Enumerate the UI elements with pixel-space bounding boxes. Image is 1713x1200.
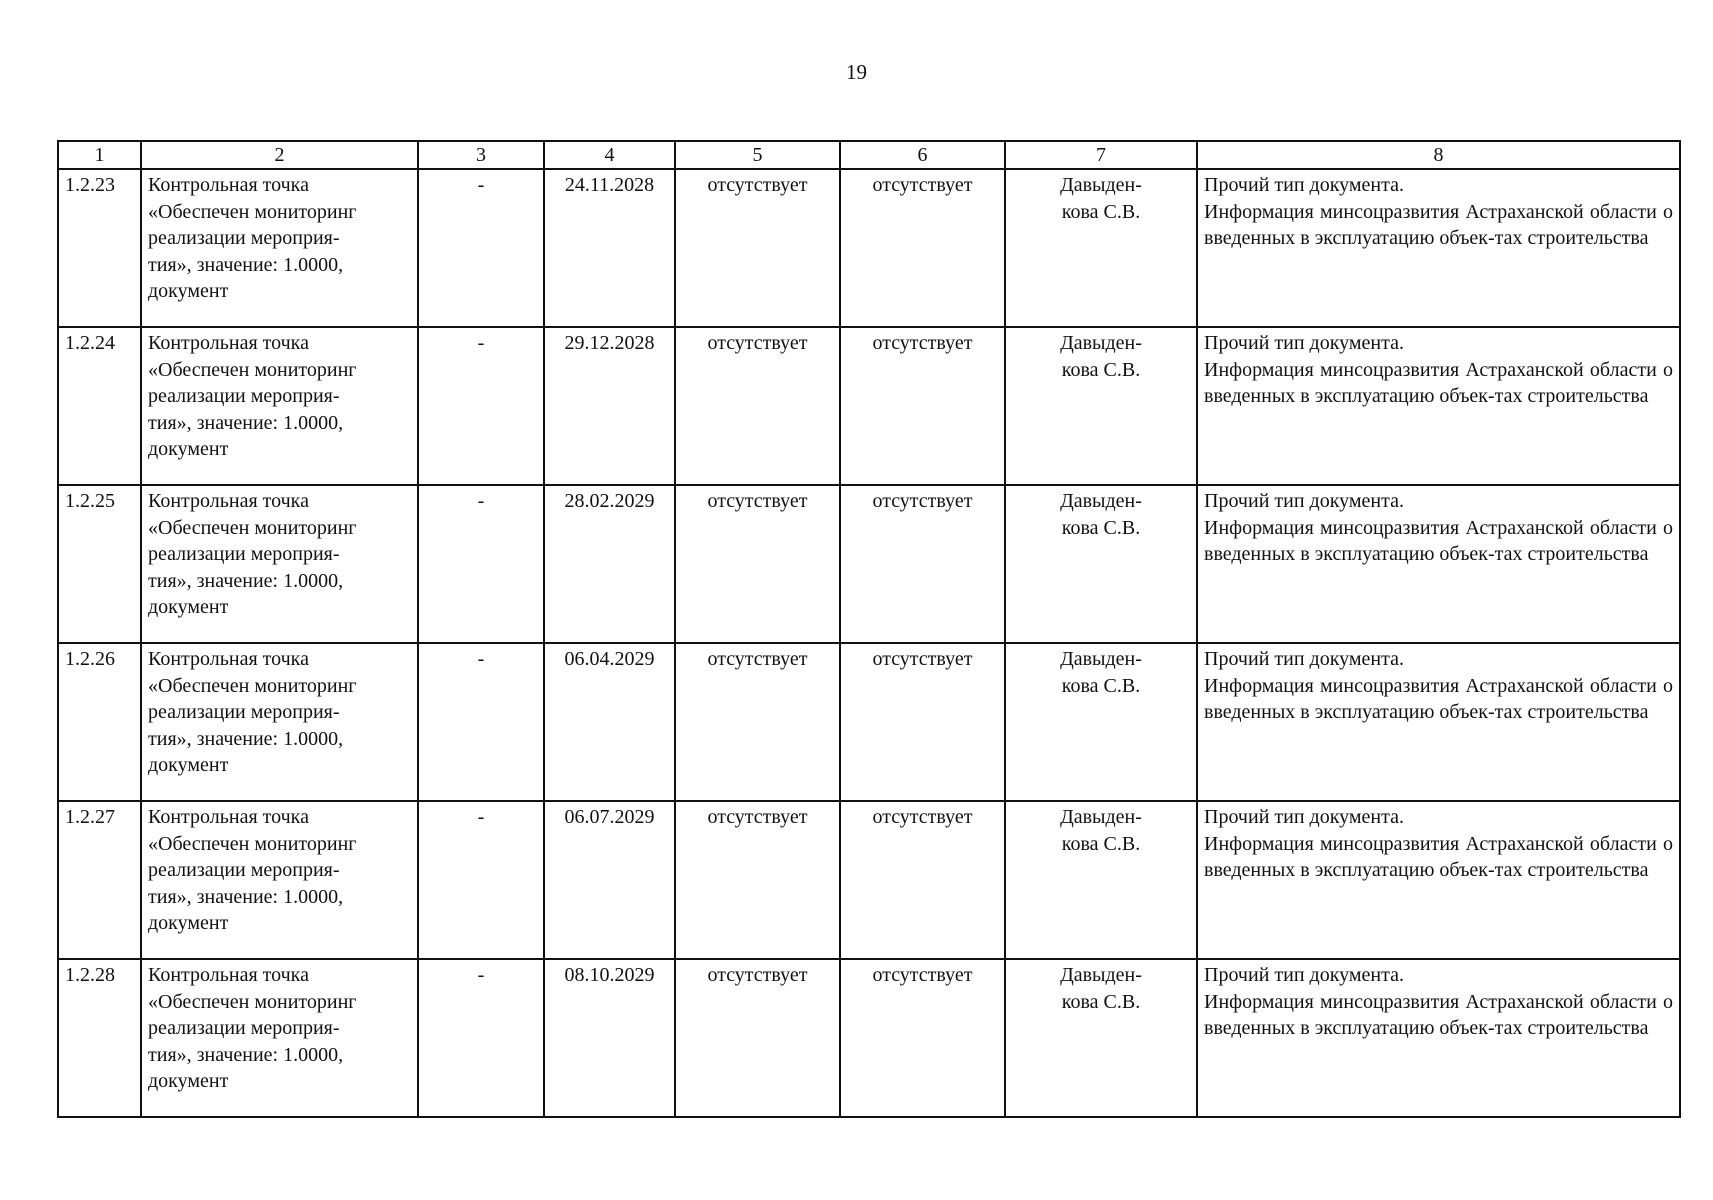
name-line: реализации мероприя- xyxy=(148,701,340,723)
name-line: Контрольная точка xyxy=(148,964,309,986)
name-line: тия», значение: 1.0000, xyxy=(148,1043,344,1066)
table-row xyxy=(58,327,1680,485)
column-5-value: отсутствует xyxy=(675,327,840,485)
row-number: 1.2.28 xyxy=(58,959,141,1117)
name-line: Контрольная точка xyxy=(148,648,309,670)
document-type: Прочий тип документа. xyxy=(1204,806,1404,828)
name-line: реализации мероприя- xyxy=(148,543,340,565)
document-description: Информация минсоцразвития Астраханской области о введенных в эксплуатацию объек-тах строительства xyxy=(1204,990,1673,1039)
control-point-name xyxy=(141,801,418,959)
document-type: Прочий тип документа. xyxy=(1204,174,1404,196)
responsible-line: Давыден- xyxy=(1060,648,1142,670)
row-number: 1.2.27 xyxy=(58,801,141,959)
name-line: тия», значение: 1.0000, xyxy=(148,411,344,434)
column-3-value: - xyxy=(418,327,544,485)
name-line: тия», значение: 1.0000, xyxy=(148,885,344,908)
column-6-value: отсутствует xyxy=(840,169,1005,327)
document-type: Прочий тип документа. xyxy=(1204,332,1404,354)
name-line: Контрольная точка xyxy=(148,490,309,512)
column-header: 6 xyxy=(840,141,1005,169)
column-header: 7 xyxy=(1005,141,1197,169)
name-line: тия», значение: 1.0000, xyxy=(148,727,344,750)
control-point-name xyxy=(141,643,418,801)
table-row xyxy=(58,169,1680,327)
column-3-value: - xyxy=(418,959,544,1117)
table-row xyxy=(58,485,1680,643)
responsible-line: Давыден- xyxy=(1060,332,1142,354)
row-number: 1.2.26 xyxy=(58,643,141,801)
name-line: реализации мероприя- xyxy=(148,859,340,881)
document-type: Прочий тип документа. xyxy=(1204,964,1404,986)
responsible-person xyxy=(1005,327,1197,485)
page-number: 19 xyxy=(846,60,867,84)
name-line: документ xyxy=(148,912,229,934)
responsible-line: Давыден- xyxy=(1060,174,1142,196)
name-line: документ xyxy=(148,1070,229,1092)
document-info xyxy=(1197,485,1680,643)
name-line: документ xyxy=(148,280,229,302)
table-row xyxy=(58,643,1680,801)
responsible-line: кова С.В. xyxy=(1061,516,1141,539)
due-date: 06.04.2029 xyxy=(544,643,675,801)
due-date: 29.12.2028 xyxy=(544,327,675,485)
control-point-name xyxy=(141,169,418,327)
responsible-line: кова С.В. xyxy=(1061,358,1141,381)
column-header: 1 xyxy=(58,141,141,169)
responsible-line: Давыден- xyxy=(1060,490,1142,512)
name-line: реализации мероприя- xyxy=(148,227,340,249)
header-row xyxy=(58,141,1680,169)
name-line: «Обеспечен мониторинг xyxy=(148,358,357,381)
name-line: Контрольная точка xyxy=(148,174,309,196)
responsible-person xyxy=(1005,959,1197,1117)
document-description: Информация минсоцразвития Астраханской области о введенных в эксплуатацию объек-тах строительства xyxy=(1204,200,1673,249)
document-description: Информация минсоцразвития Астраханской области о введенных в эксплуатацию объек-тах строительства xyxy=(1204,674,1673,723)
name-line: документ xyxy=(148,438,229,460)
name-line: реализации мероприя- xyxy=(148,385,340,407)
document-description: Информация минсоцразвития Астраханской области о введенных в эксплуатацию объек-тах строительства xyxy=(1204,516,1673,565)
responsible-line: кова С.В. xyxy=(1061,200,1141,223)
name-line: «Обеспечен мониторинг xyxy=(148,516,357,539)
document-info xyxy=(1197,169,1680,327)
column-5-value: отсутствует xyxy=(675,959,840,1117)
name-line: «Обеспечен мониторинг xyxy=(148,200,357,223)
name-line: документ xyxy=(148,754,229,776)
responsible-person xyxy=(1005,485,1197,643)
document-info xyxy=(1197,959,1680,1117)
control-point-name xyxy=(141,959,418,1117)
document-info xyxy=(1197,801,1680,959)
name-line: документ xyxy=(148,596,229,618)
due-date: 24.11.2028 xyxy=(544,169,675,327)
column-header: 5 xyxy=(675,141,840,169)
document-type: Прочий тип документа. xyxy=(1204,648,1404,670)
column-5-value: отсутствует xyxy=(675,801,840,959)
table-row xyxy=(58,801,1680,959)
table-row xyxy=(58,959,1680,1117)
control-points-table xyxy=(57,140,1681,1118)
document-description: Информация минсоцразвития Астраханской области о введенных в эксплуатацию объек-тах строительства xyxy=(1204,832,1673,881)
column-3-value: - xyxy=(418,801,544,959)
responsible-line: Давыден- xyxy=(1060,964,1142,986)
column-6-value: отсутствует xyxy=(840,643,1005,801)
responsible-line: кова С.В. xyxy=(1061,674,1141,697)
responsible-person xyxy=(1005,643,1197,801)
row-number: 1.2.25 xyxy=(58,485,141,643)
column-5-value: отсутствует xyxy=(675,485,840,643)
name-line: тия», значение: 1.0000, xyxy=(148,569,344,592)
due-date: 06.07.2029 xyxy=(544,801,675,959)
due-date: 28.02.2029 xyxy=(544,485,675,643)
column-3-value: - xyxy=(418,643,544,801)
responsible-person xyxy=(1005,801,1197,959)
column-3-value: - xyxy=(418,169,544,327)
responsible-line: Давыден- xyxy=(1060,806,1142,828)
document-info xyxy=(1197,327,1680,485)
column-6-value: отсутствует xyxy=(840,959,1005,1117)
column-5-value: отсутствует xyxy=(675,169,840,327)
due-date: 08.10.2029 xyxy=(544,959,675,1117)
name-line: «Обеспечен мониторинг xyxy=(148,832,357,855)
column-6-value: отсутствует xyxy=(840,327,1005,485)
responsible-line: кова С.В. xyxy=(1061,990,1141,1013)
name-line: Контрольная точка xyxy=(148,806,309,828)
name-line: тия», значение: 1.0000, xyxy=(148,253,344,276)
control-point-name xyxy=(141,327,418,485)
document-type: Прочий тип документа. xyxy=(1204,490,1404,512)
name-line: «Обеспечен мониторинг xyxy=(148,674,357,697)
column-3-value: - xyxy=(418,485,544,643)
name-line: реализации мероприя- xyxy=(148,1017,340,1039)
name-line: «Обеспечен мониторинг xyxy=(148,990,357,1013)
document-description: Информация минсоцразвития Астраханской области о введенных в эксплуатацию объек-тах строительства xyxy=(1204,358,1673,407)
control-point-name xyxy=(141,485,418,643)
responsible-person xyxy=(1005,169,1197,327)
column-6-value: отсутствует xyxy=(840,485,1005,643)
column-6-value: отсутствует xyxy=(840,801,1005,959)
column-5-value: отсутствует xyxy=(675,643,840,801)
responsible-line: кова С.В. xyxy=(1061,832,1141,855)
column-header: 8 xyxy=(1197,141,1680,169)
column-header: 4 xyxy=(544,141,675,169)
column-header: 3 xyxy=(418,141,544,169)
row-number: 1.2.23 xyxy=(58,169,141,327)
document-info xyxy=(1197,643,1680,801)
name-line: Контрольная точка xyxy=(148,332,309,354)
column-header: 2 xyxy=(141,141,418,169)
row-number: 1.2.24 xyxy=(58,327,141,485)
